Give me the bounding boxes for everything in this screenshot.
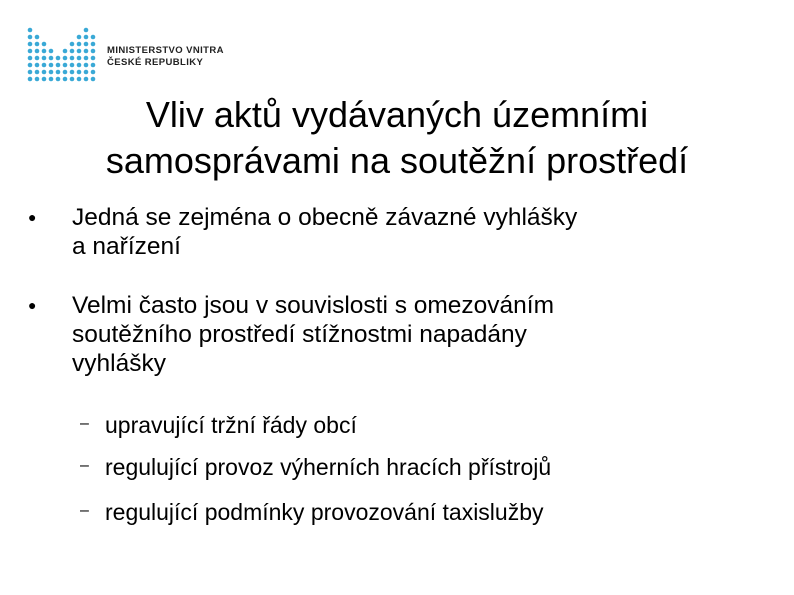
slide-title: [20, 92, 774, 184]
bullet-line: Velmi často jsou v souvislosti s omezováním: [72, 292, 555, 319]
bullet-line: soutěžního prostředí stížnostmi napadány: [72, 321, 527, 348]
bullet-text: [72, 291, 732, 378]
bullet-line: vyhlášky: [72, 350, 166, 377]
subbullet-marker: –: [80, 415, 89, 432]
bullet-text: [72, 203, 732, 261]
subbullet-text: upravující tržní řády obcí: [105, 412, 357, 438]
subbullet-marker: –: [80, 457, 89, 474]
subbullet-text: regulující podmínky provozování taxislužby: [105, 499, 544, 525]
bullet-line: Jedná se zejména o obecně závazné vyhlášky: [72, 204, 578, 231]
bullet-marker: ●: [28, 209, 37, 225]
logo-line-2: ČESKÉ REPUBLIKY: [107, 57, 204, 68]
bullet-marker: ●: [28, 297, 37, 313]
ministry-logo-mark-icon: [26, 24, 102, 84]
subbullet-text: regulující provoz výherních hracích přístrojů: [105, 454, 552, 480]
bullet-line: a nařízení: [72, 233, 181, 260]
logo-text: [107, 45, 224, 69]
ministry-logo: [26, 24, 236, 84]
title-line-1: Vliv aktů vydávaných územními: [145, 94, 649, 135]
title-line-2: samosprávami na soutěžní prostředí: [105, 140, 689, 181]
logo-line-1: MINISTERSTVO VNITRA: [107, 45, 224, 56]
subbullet-marker: –: [80, 502, 89, 519]
